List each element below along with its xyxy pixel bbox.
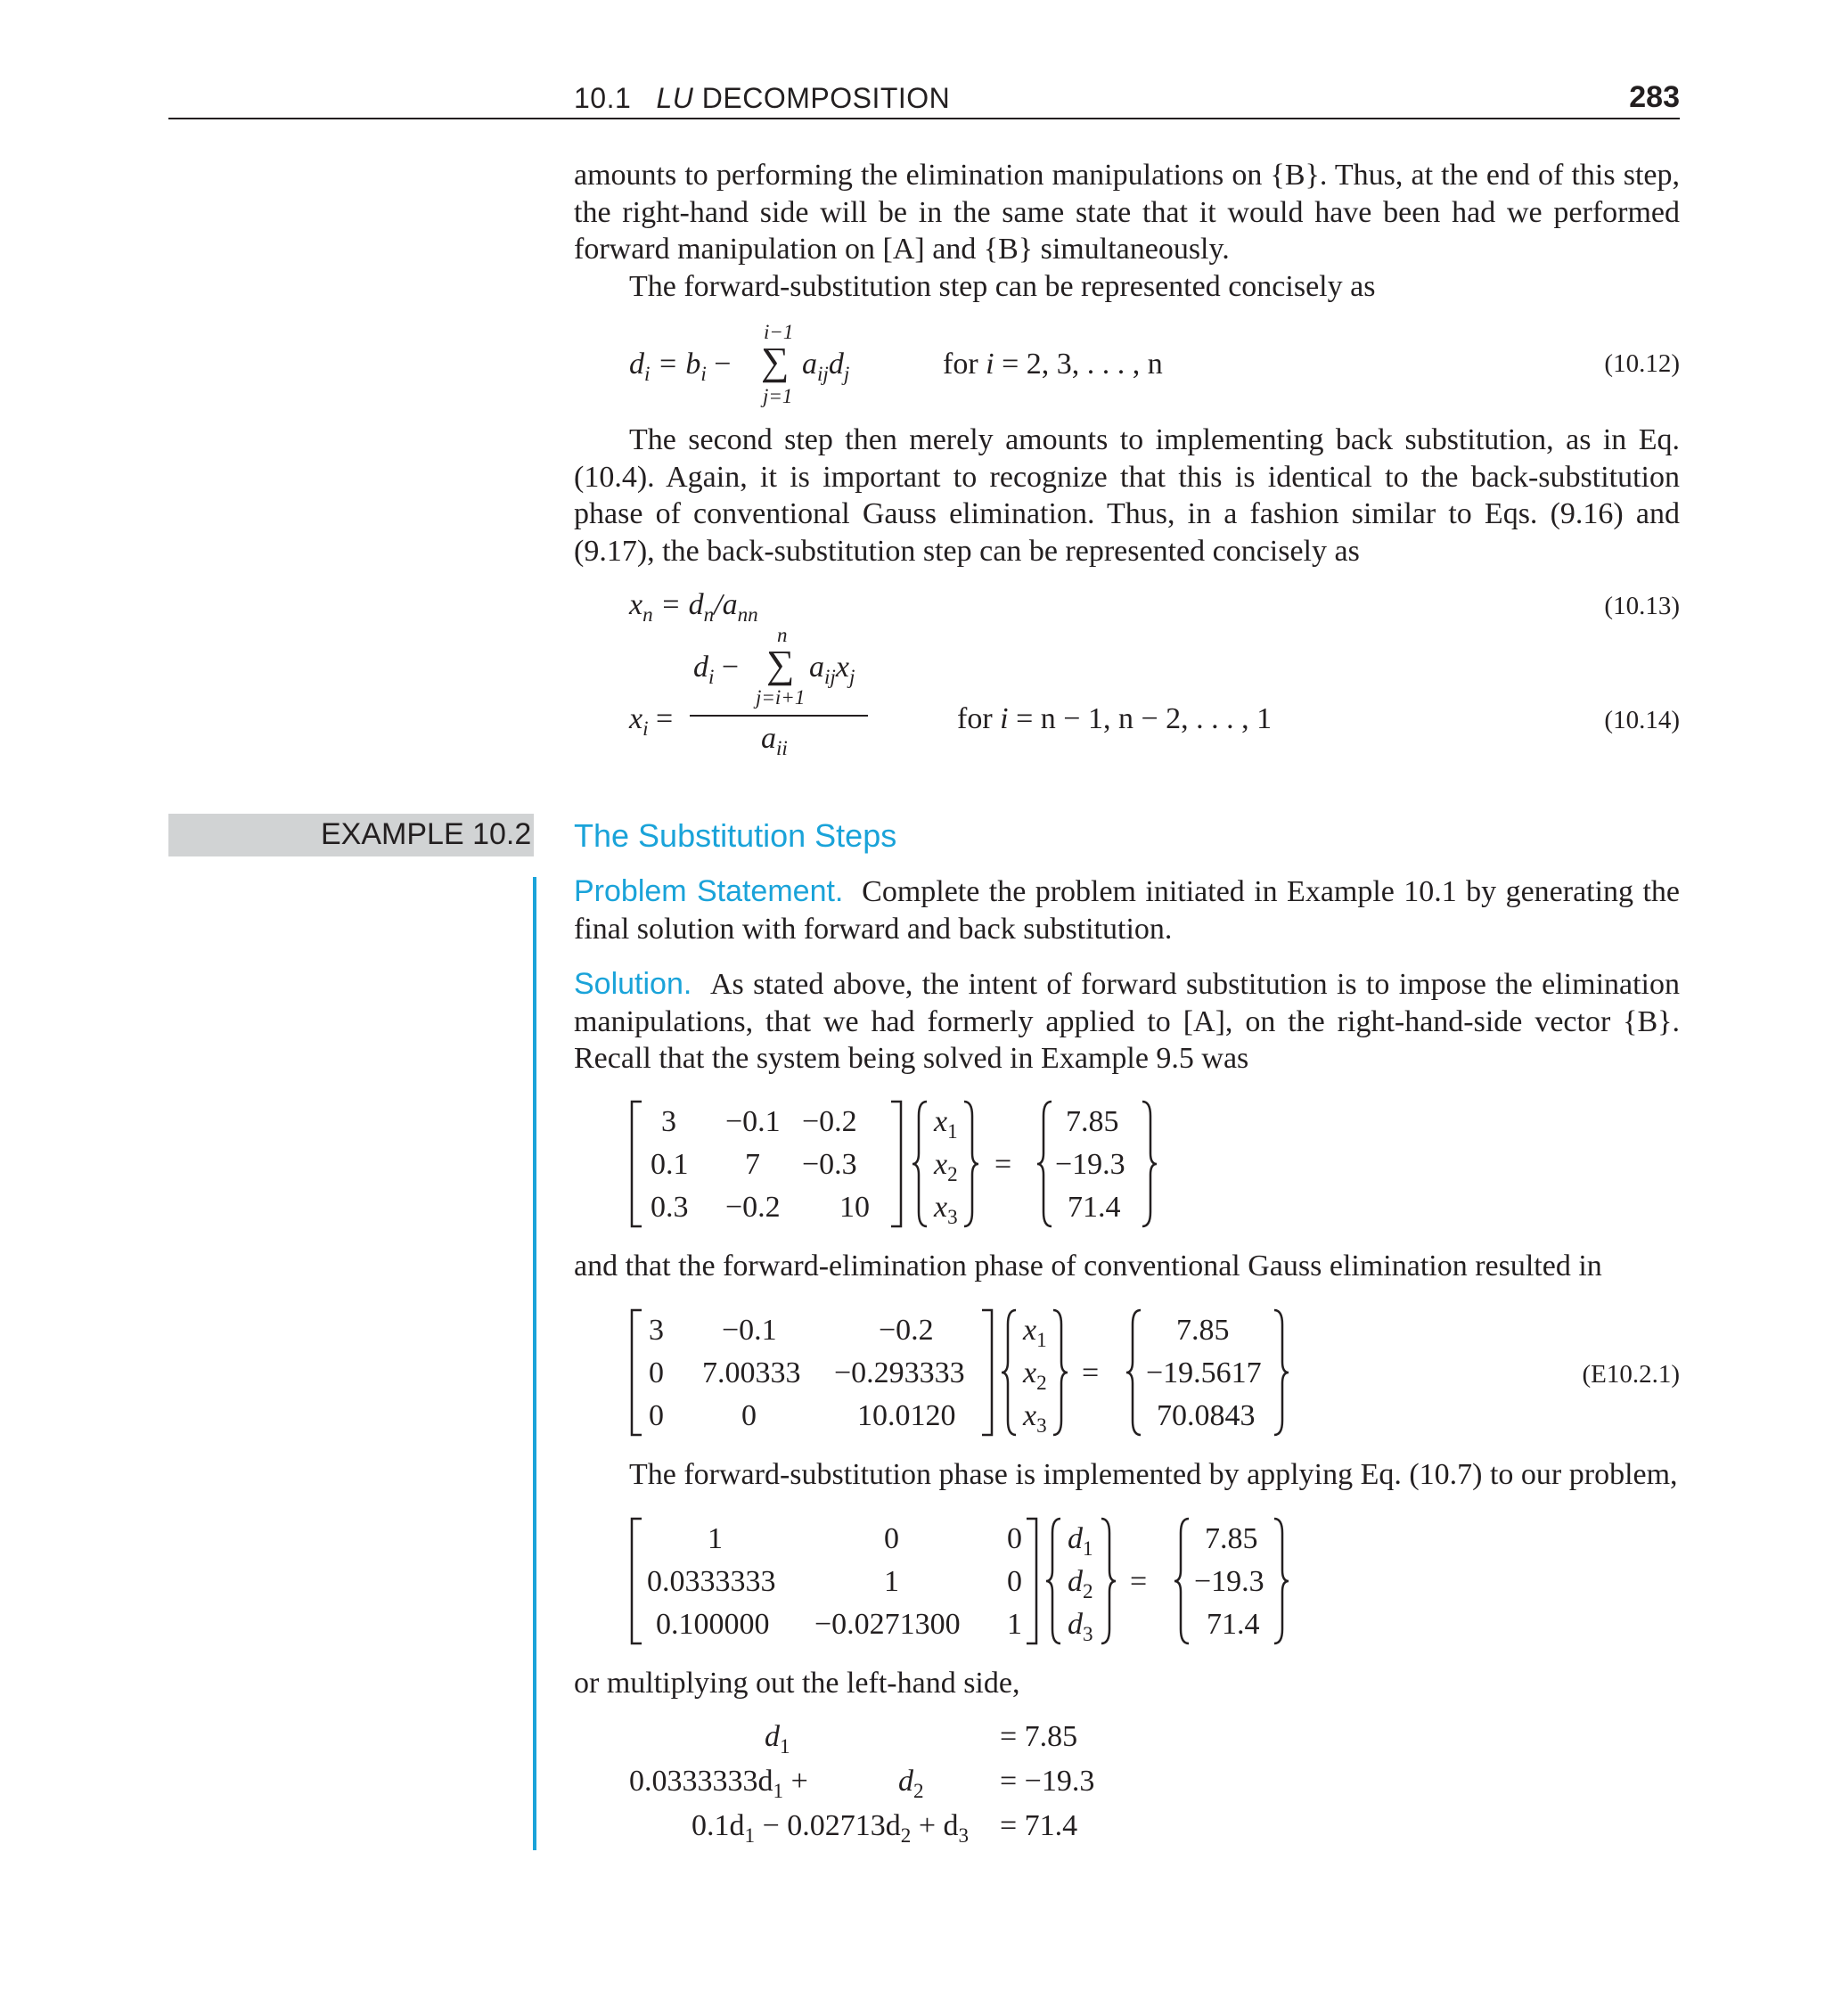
- eq-subscript: nn: [737, 603, 758, 627]
- right-bracket: [889, 1100, 904, 1228]
- eq-subscript: ij: [824, 666, 836, 690]
- matrix-cell: 7: [745, 1148, 760, 1181]
- example-label: EXAMPLE 10.2: [321, 817, 532, 851]
- section-title: DECOMPOSITION: [693, 82, 951, 114]
- left-brace: [1044, 1517, 1062, 1645]
- matrix-cell: −0.0271300: [814, 1608, 961, 1641]
- matrix-cell: −0.1: [722, 1314, 777, 1347]
- eq-symbol: x: [835, 651, 849, 684]
- rhs-value: 7.85: [1066, 1105, 1119, 1138]
- vector-x2: $x_2$: [934, 1148, 958, 1187]
- condition-text: for: [943, 348, 986, 381]
- eq-symbol: /a: [714, 588, 738, 621]
- eq-subscript: j: [848, 666, 855, 690]
- example-title: The Substitution Steps: [574, 817, 897, 854]
- eq-term: − 0.02713d: [755, 1809, 901, 1842]
- matrix-cell: 1: [884, 1565, 899, 1598]
- eq-symbol: d: [765, 1720, 780, 1753]
- system-row-2-term1: [629, 1765, 808, 1804]
- rhs-value: −19.3: [1055, 1148, 1125, 1181]
- eq-subscript: 1: [744, 1824, 756, 1848]
- eq-symbol: d: [898, 1765, 913, 1798]
- rhs-value: 71.4: [1207, 1608, 1260, 1641]
- running-header: [574, 82, 950, 115]
- paragraph-1: amounts to performing the elimination manipulations on {B}. Thus, at the end of this step, the right-hand side will be in the same state that it would have been had we performed forward manipulation on [A] and {B} simultaneously.: [574, 159, 1680, 266]
- equals-sign: =: [1082, 1356, 1100, 1389]
- condition-var: i: [986, 348, 994, 381]
- eq-symbol: x: [629, 702, 643, 735]
- condition-text: for: [957, 702, 1001, 735]
- eq-operator: =: [648, 702, 674, 735]
- condition-text: = n − 1, n − 2, . . . , 1: [1008, 702, 1273, 735]
- matrix-cell: −0.2: [802, 1105, 857, 1138]
- condition-text: = 2, 3, . . . , n: [994, 348, 1163, 381]
- eq-condition: [943, 348, 1163, 381]
- equation-number-10-12: (10.12): [1604, 349, 1680, 378]
- eq-symbol: a: [761, 722, 776, 755]
- matrix-cell: 0.100000: [656, 1608, 770, 1641]
- left-bracket: [629, 1100, 643, 1228]
- sum-upper-limit: i−1: [764, 321, 794, 343]
- matrix-cell: 0.1: [651, 1148, 689, 1181]
- system-row-2-d2: [898, 1765, 924, 1804]
- page-number: 283: [1629, 80, 1680, 114]
- matrix-cell: 7.00333: [702, 1356, 801, 1389]
- matrix-cell: 0.3: [651, 1191, 689, 1224]
- problem-text: Complete the problem initiated in Example 10.1 by generating the final solution with forward and back substitution.: [574, 875, 1680, 946]
- matrix-cell: 1: [708, 1522, 723, 1555]
- rhs-value: −19.3: [1194, 1565, 1264, 1598]
- solution-paragraph: [574, 966, 1680, 1078]
- vector-x2: $x_2$: [1023, 1356, 1047, 1396]
- paragraph-6: or multiplying out the left-hand side,: [574, 1667, 1020, 1700]
- paragraph-5: The forward-substitution phase is implemented by applying Eq. (10.7) to our problem,: [629, 1458, 1678, 1491]
- left-brace: [911, 1100, 929, 1228]
- eq-symbol: a: [809, 651, 824, 684]
- problem-heading: Problem Statement.: [574, 874, 844, 908]
- matrix-cell: −0.1: [725, 1105, 781, 1138]
- matrix-cell: −0.2: [725, 1191, 781, 1224]
- matrix-cell: −0.3: [802, 1148, 857, 1181]
- fraction-bar: [690, 715, 868, 717]
- eq-subscript: i: [708, 666, 715, 690]
- matrix-cell: 0: [741, 1399, 757, 1432]
- equals-sign: =: [1130, 1565, 1148, 1598]
- matrix-cell: 10: [839, 1191, 870, 1224]
- vector-x1: $x_1$: [934, 1105, 958, 1144]
- eq-symbol: d: [828, 348, 844, 381]
- left-brace: [1000, 1308, 1018, 1437]
- right-brace: [962, 1100, 980, 1228]
- vector-d3: $d_3$: [1068, 1608, 1093, 1647]
- eq-operator: −: [706, 348, 732, 381]
- eq-subscript: i: [642, 717, 649, 742]
- vector-x3: $x_3$: [934, 1191, 958, 1230]
- matrix-cell: 0.0333333: [647, 1565, 776, 1598]
- eq-term: + d: [911, 1809, 959, 1842]
- rhs-value: −19.5617: [1146, 1356, 1262, 1389]
- equation-10-14: [629, 624, 1681, 761]
- matrix-equation-2: [629, 1308, 1306, 1442]
- equation-system: [629, 1720, 1164, 1863]
- eq-subscript: n: [642, 603, 653, 627]
- paragraph-4: and that the forward-elimination phase of conventional Gauss elimination resulted in: [574, 1250, 1602, 1283]
- matrix-cell: 0: [649, 1356, 664, 1389]
- sum-upper-limit: n: [777, 624, 788, 646]
- equation-10-13: [629, 588, 758, 627]
- system-row-2-rhs: = −19.3: [1000, 1765, 1095, 1798]
- matrix-equation-1: [629, 1100, 1182, 1233]
- right-bracket: [980, 1308, 994, 1437]
- section-number: 10.1: [574, 82, 632, 114]
- problem-statement: [574, 873, 1680, 947]
- matrix-cell: 3: [649, 1314, 664, 1347]
- rhs-value: 7.85: [1176, 1314, 1230, 1347]
- eq-operator: +: [783, 1765, 808, 1798]
- right-brace: [1052, 1308, 1069, 1437]
- right-brace: [1273, 1517, 1290, 1645]
- equation-10-12: [629, 321, 1681, 410]
- rhs-value: 71.4: [1068, 1191, 1121, 1224]
- matrix-cell: 1: [1007, 1608, 1022, 1641]
- sum-sign: ∑: [766, 643, 795, 686]
- solution-heading: Solution.: [574, 967, 692, 1001]
- system-row-1-rhs: = 7.85: [1000, 1720, 1078, 1753]
- eq-subscript: 1: [780, 1735, 790, 1759]
- eq-subscript: 2: [900, 1824, 912, 1848]
- solution-text: As stated above, the intent of forward substitution is to impose the elimination manipulations, that we had formerly applied to [A], on the right-hand-side vector {B}. Recall that the system being solved in Example 9.5 was: [574, 968, 1680, 1075]
- system-row-3-lhs: [692, 1809, 969, 1848]
- matrix-cell: 10.0120: [857, 1399, 956, 1432]
- eq-subscript: j: [843, 363, 850, 387]
- equals-sign: =: [994, 1148, 1012, 1181]
- section-title-italic: LU: [656, 82, 694, 114]
- eq-term: 0.0333333d: [629, 1765, 773, 1798]
- eq-term: 0.1d: [692, 1809, 745, 1842]
- matrix-equation-3: [629, 1517, 1306, 1651]
- left-bracket: [629, 1308, 643, 1437]
- system-row-3-rhs: = 71.4: [1000, 1809, 1078, 1842]
- right-bracket: [1025, 1517, 1039, 1645]
- eq-symbol: x: [629, 588, 643, 621]
- eq-subscript: ij: [817, 363, 829, 387]
- matrix-cell: −0.2: [879, 1314, 934, 1347]
- sum-sign: ∑: [761, 340, 790, 383]
- eq-subscript: 2: [913, 1780, 924, 1804]
- example-side-rule: [533, 877, 536, 1850]
- rhs-value: 70.0843: [1157, 1399, 1256, 1432]
- left-brace: [1125, 1308, 1142, 1437]
- eq-symbol: d: [693, 651, 708, 684]
- eq-symbol: d: [629, 348, 644, 381]
- condition-var: i: [1000, 702, 1009, 735]
- vector-d2: $d_2$: [1068, 1565, 1093, 1604]
- matrix-cell: 3: [661, 1105, 676, 1138]
- rhs-value: 7.85: [1205, 1522, 1258, 1555]
- right-brace: [1141, 1100, 1158, 1228]
- eq-subscript: n: [703, 603, 715, 627]
- matrix-cell: 0: [649, 1399, 664, 1432]
- vector-d1: $d_1$: [1068, 1522, 1093, 1561]
- eq-subscript: 3: [958, 1824, 970, 1848]
- eq-symbol: a: [802, 348, 817, 381]
- eq-operator: −: [714, 651, 740, 684]
- vector-x1: $x_1$: [1023, 1314, 1047, 1353]
- paragraph-2: The forward-substitution step can be represented concisely as: [629, 270, 1376, 303]
- eq-subscript: i: [700, 363, 707, 387]
- vector-x3: $x_3$: [1023, 1399, 1047, 1438]
- eq-symbol: = b: [650, 348, 701, 381]
- header-rule: [168, 118, 1680, 119]
- right-brace: [1100, 1517, 1117, 1645]
- left-bracket: [629, 1517, 643, 1645]
- matrix-cell: 0: [884, 1522, 899, 1555]
- right-brace: [1273, 1308, 1290, 1437]
- sum-lower-limit: j=i+1: [756, 686, 806, 709]
- left-brace: [1173, 1517, 1191, 1645]
- equation-number-e10-2-1: (E10.2.1): [1582, 1360, 1680, 1389]
- left-brace: [1035, 1100, 1053, 1228]
- equation-number-10-14: (10.14): [1604, 706, 1680, 734]
- eq-symbol: = d: [652, 588, 704, 621]
- eq-subscript: ii: [776, 737, 788, 761]
- matrix-cell: 0: [1007, 1565, 1022, 1598]
- eq-condition: [957, 702, 1272, 736]
- paragraph-3: The second step then merely amounts to implementing back substitution, as in Eq. (10.4). Again, it is important to recognize that this is identical to the back-substitution phase of conventional Gauss elimination. Thus, in a fashion similar to Eqs. (9.16) and (9.17), the back-substitution step can be represented concisely as: [574, 423, 1680, 568]
- matrix-cell: −0.293333: [834, 1356, 965, 1389]
- eq-subscript: i: [644, 363, 651, 387]
- system-row-1-d1: [765, 1720, 790, 1759]
- matrix-cell: 0: [1007, 1522, 1022, 1555]
- eq-subscript: 1: [773, 1780, 784, 1804]
- equation-number-10-13: (10.13): [1604, 592, 1680, 620]
- sum-lower-limit: j=1: [763, 385, 793, 407]
